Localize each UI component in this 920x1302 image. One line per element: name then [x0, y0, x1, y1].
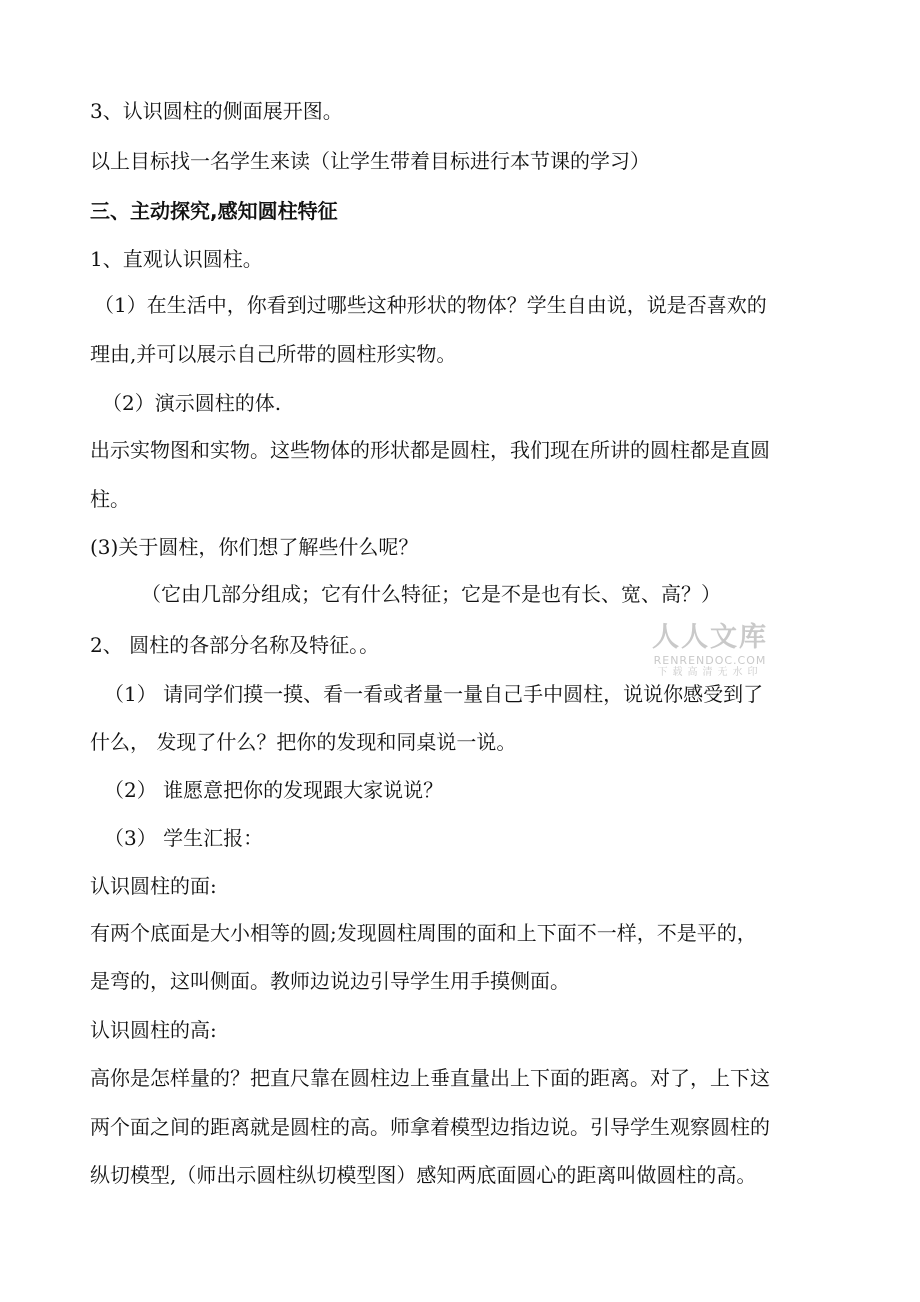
section-heading: 三、主动探究,感知圆柱特征: [90, 199, 338, 223]
text-line: 两个面之间的距离就是圆柱的高。师拿着模型边指边说。引导学生观察圆柱的: [90, 1115, 770, 1139]
text-line: 1、直观认识圆柱。: [90, 247, 263, 271]
text-line: 以上目标找一名学生来读（让学生带着目标进行本节课的学习）: [90, 149, 650, 173]
text-line: （1）在生活中，你看到过哪些这种形状的物体？学生自由说，说是否喜欢的: [94, 293, 767, 317]
text-line: 2、 圆柱的各部分名称及特征。。: [90, 633, 380, 657]
text-line: （1） 请同学们摸一摸、看一看或者量一量自己手中圆柱，说说你感受到了: [104, 682, 764, 706]
text-line: 认识圆柱的面:: [90, 874, 217, 898]
text-line: (3)关于圆柱，你们想了解些什么呢？: [90, 535, 419, 559]
text-line: （2） 谁愿意把你的发现跟大家说说？: [104, 778, 444, 802]
watermark-subtitle: 下载高清无水印: [657, 667, 763, 678]
watermark-domain: RENRENDOC.COM: [653, 654, 767, 667]
text-line: 3、认识圆柱的侧面展开图。: [90, 99, 343, 123]
text-line: 理由,并可以展示自己所带的圆柱形实物。: [90, 342, 457, 366]
text-line: 是弯的，这叫侧面。教师边说边引导学生用手摸侧面。: [90, 969, 570, 993]
watermark-logo: [640, 622, 780, 679]
text-line: 有两个底面是大小相等的圆;发现圆柱周围的面和上下面不一样，不是平的，: [90, 921, 757, 945]
text-line: 纵切模型,（师出示圆柱纵切模型图）感知两底面圆心的距离叫做圆柱的高。: [90, 1163, 757, 1187]
text-line: 认识圆柱的高:: [90, 1018, 217, 1042]
text-line: 柱。: [90, 487, 130, 511]
text-line: （它由几部分组成；它有什么特征；它是不是也有长、宽、高？）: [141, 582, 721, 606]
text-line: （3） 学生汇报：: [104, 826, 264, 850]
watermark-title: 人人文库: [652, 622, 768, 653]
text-line: 什么， 发现了什么？把你的发现和同桌说一说。: [90, 730, 517, 754]
text-line: 出示实物图和实物。这些物体的形状都是圆柱，我们现在所讲的圆柱都是直圆: [90, 438, 770, 462]
text-line: （2）演示圆柱的体.: [102, 391, 282, 415]
text-line: 高你是怎样量的？把直尺靠在圆柱边上垂直量出上下面的距离。对了，上下这: [90, 1066, 770, 1090]
